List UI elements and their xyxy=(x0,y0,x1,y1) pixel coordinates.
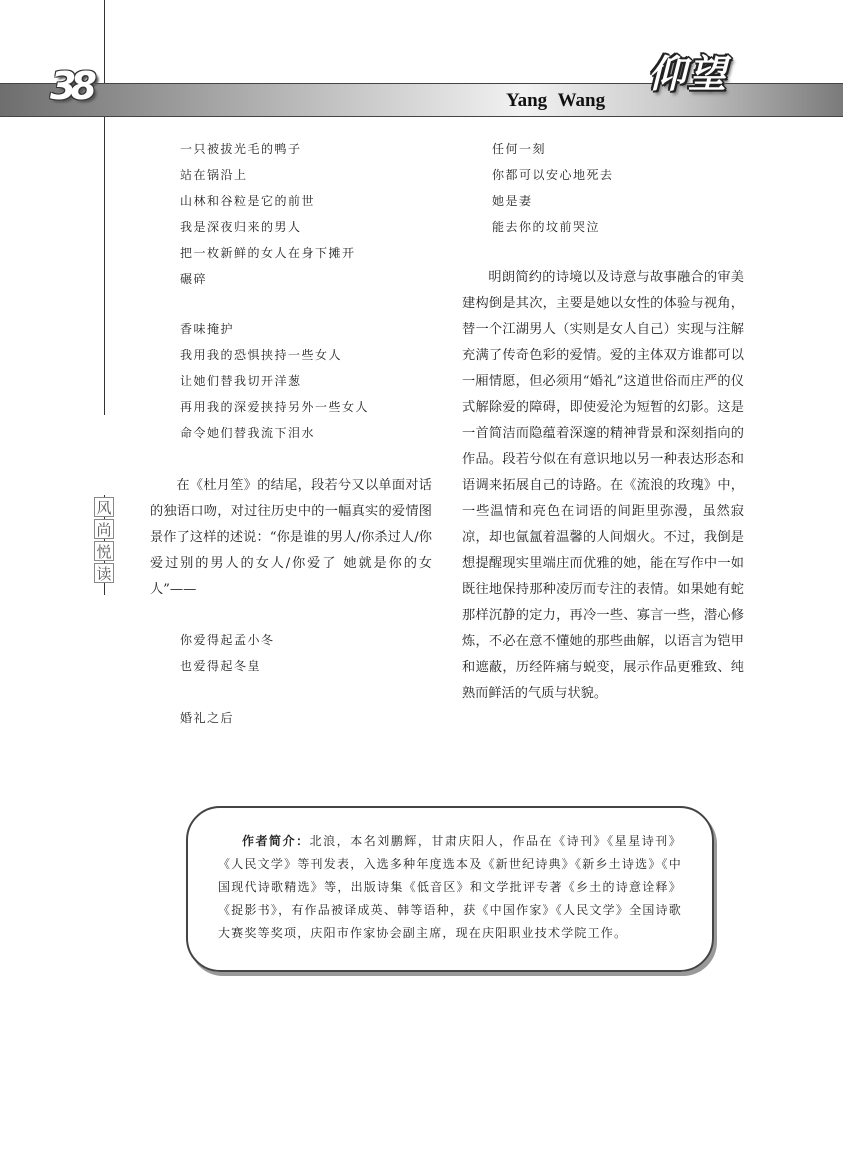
poem-stanza-right xyxy=(492,136,614,240)
running-head: Yang Wang xyxy=(506,90,606,111)
margin-rule xyxy=(104,0,105,415)
author-bio xyxy=(218,830,682,945)
poem-line: 她是妻 xyxy=(492,194,533,208)
page-number: 38 xyxy=(50,64,91,108)
poem-line: 你爱得起孟小冬 xyxy=(180,633,275,647)
poem-stanza-3 xyxy=(180,627,275,679)
poem-line: 站在锅沿上 xyxy=(180,168,248,182)
section-tab-char: 尚 xyxy=(94,519,114,539)
author-bio-label: 作者简介： xyxy=(242,834,310,848)
poem-line: 任何一刻 xyxy=(492,142,547,156)
poem-line: 你都可以安心地死去 xyxy=(492,168,614,182)
poem-line: 香味掩护 xyxy=(180,322,235,336)
poem-line: 能去你的坟前哭泣 xyxy=(492,220,601,234)
poem-line: 把一枚新鲜的女人在身下摊开 xyxy=(180,246,356,260)
poem-line: 山林和谷粒是它的前世 xyxy=(180,194,316,208)
section-tab-char: 读 xyxy=(94,563,114,583)
poem-line: 我是深夜归来的男人 xyxy=(180,220,302,234)
prose-paragraph: 在《杜月笙》的结尾，段若兮又以单面对话的独语口吻，对过往历史中的一幅真实的爱情图景作了这样的述说：“你是谁的男人/你杀过人/你爱过别的男人的女人/你爱了 她就是你的女人”—— xyxy=(150,478,432,597)
author-bio-box xyxy=(186,806,714,972)
left-prose xyxy=(150,473,432,603)
section-tab-char: 悦 xyxy=(94,541,114,561)
poem-line: 碾碎 xyxy=(180,272,208,286)
poem-line: 婚礼之后 xyxy=(180,711,235,725)
right-prose xyxy=(462,265,744,707)
poem-line: 我用我的恐惧挟持一些女人 xyxy=(180,348,343,362)
poem-stanza-4 xyxy=(180,705,234,731)
poem-line: 再用我的深爱挟持另外一些女人 xyxy=(180,400,370,414)
prose-paragraph: 明朗简约的诗境以及诗意与故事融合的审美建构倒是其次，主要是她以女性的体验与视角，替一个江湖男人（实则是女人自己）实现与注解充满了传奇色彩的爱情。爱的主体双方谁都可以一厢情愿，但必须用“婚礼”这道世俗而庄严的仪式解除爱的障碍，即使爱沦为短暂的幻影。这是一首简洁而隐蕴着深邃的精神背景和深刻指向的作品。段若兮似在有意识地以另一种表达形态和语调来拓展自己的诗路。在《流浪的玫瑰》中，一些温情和亮色在词语的间距里弥漫，虽然寂凉，却也氤氲着温馨的人间烟火。不过，我倒是想提醒现实里端庄而优雅的她，能在写作中一如既往地保持那种凌厉而专注的表情。如果她有蛇那样沉静的定力，再冷一些、寡言一些，潜心修炼，不必在意不懂她的那些曲解，以语言为铠甲和遮蔽，历经阵痛与蜕变，展示作品更雅致、纯熟而鲜活的气质与状貌。 xyxy=(462,270,744,701)
poem-line: 命令她们替我流下泪水 xyxy=(180,426,316,440)
poem-stanza-1 xyxy=(180,136,356,292)
poem-line: 也爱得起冬皇 xyxy=(180,659,262,673)
author-bio-text: 北浪，本名刘鹏辉，甘肃庆阳人，作品在《诗刊》《星星诗刊》《人民文学》等刊发表，入选多种年度选本及《新世纪诗典》《新乡土诗选》《中国现代诗歌精选》等，出版诗集《低音区》和文学批评专著《乡土的诗意诠释》《捉影书》，有作品被译成英、韩等语种，获《中国作家》《人民文学》全国诗歌大赛奖等奖项，庆阳市作家协会副主席，现在庆阳职业技术学院工作。 xyxy=(218,834,682,940)
poem-stanza-2 xyxy=(180,316,369,446)
section-tab xyxy=(94,497,114,583)
magazine-logo: 仰望 xyxy=(648,52,729,96)
section-tab-char: 风 xyxy=(94,497,114,517)
poem-line: 一只被拔光毛的鸭子 xyxy=(180,142,302,156)
poem-line: 让她们替我切开洋葱 xyxy=(180,374,302,388)
